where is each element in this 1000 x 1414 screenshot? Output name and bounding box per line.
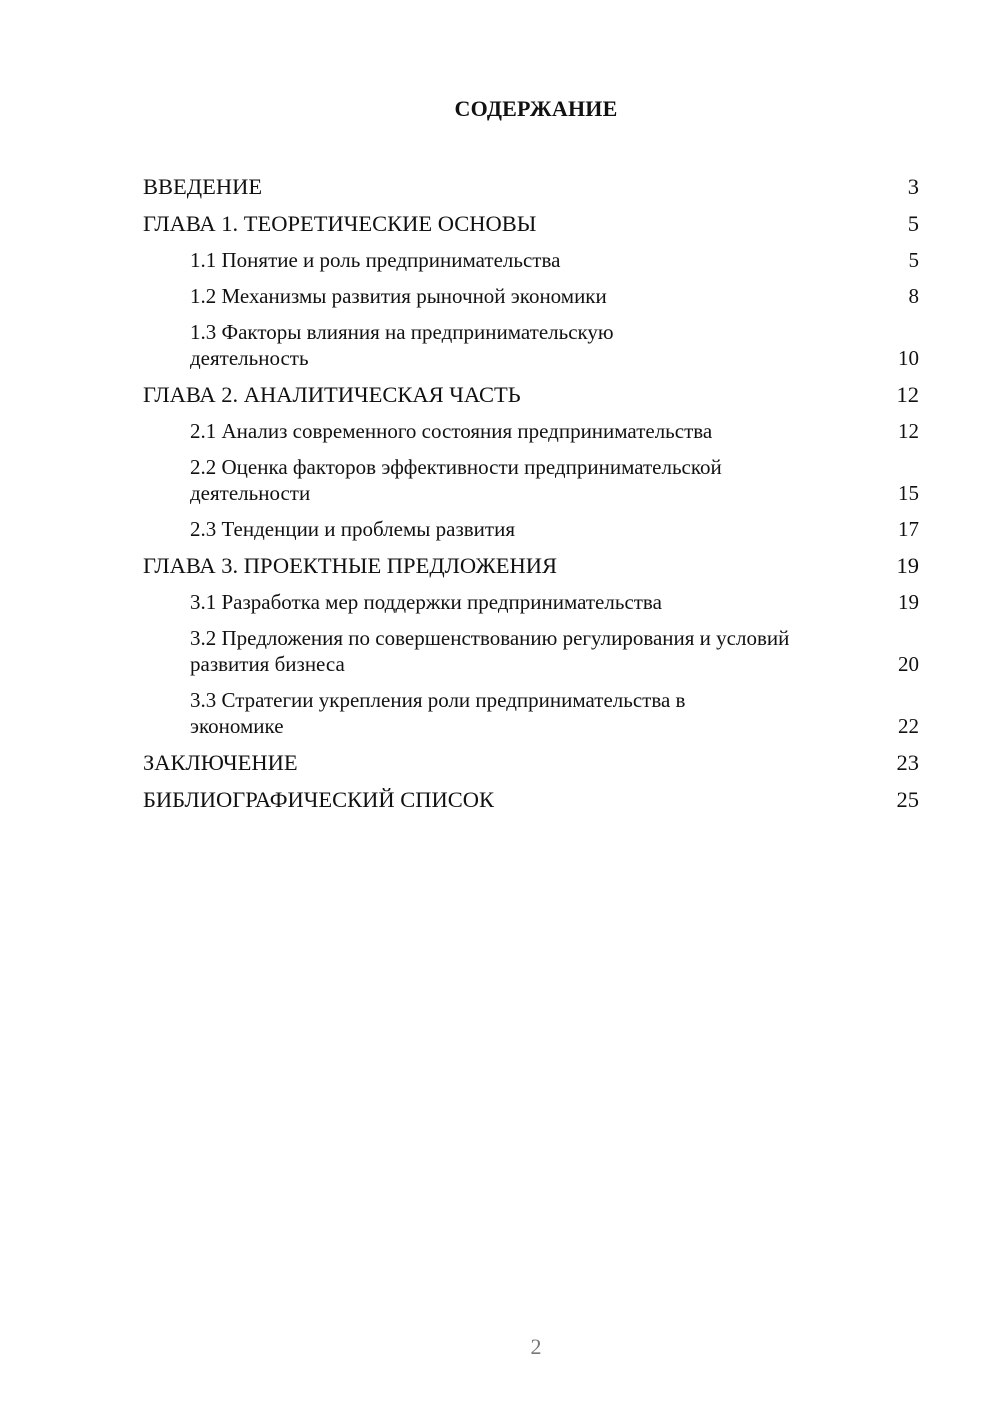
toc-title-text: СОДЕРЖАНИЕ xyxy=(454,96,618,121)
toc-entry-section-2-1[interactable] xyxy=(143,413,919,449)
toc-entry-page: 25 xyxy=(896,787,919,812)
toc-entry-label: ВВЕДЕНИЕ xyxy=(143,174,263,199)
toc-entry-page: 19 xyxy=(898,590,919,614)
toc-entry-section-1-2[interactable] xyxy=(143,278,919,314)
toc-entry-section-1-3[interactable] xyxy=(143,314,919,376)
toc-entry-label: БИБЛИОГРАФИЧЕСКИЙ СПИСОК xyxy=(143,787,495,812)
toc-entry-label: 2.3 Тенденции и проблемы развития xyxy=(190,517,515,541)
toc-entry-page: 19 xyxy=(896,553,919,578)
toc-entry-label: 2.2 Оценка факторов эффективности предпринимательской деятельности xyxy=(190,455,722,505)
toc-entry-label: 1.2 Механизмы развития рыночной экономики xyxy=(190,284,607,308)
toc-entry-label: 2.1 Анализ современного состояния предпринимательства xyxy=(190,419,713,443)
toc-entry-chapter-3[interactable] xyxy=(143,547,919,584)
toc-entry-section-3-2[interactable] xyxy=(143,620,919,682)
toc-title xyxy=(0,96,1000,122)
toc-entry-page: 5 xyxy=(907,211,919,236)
toc-entry-chapter-2[interactable] xyxy=(143,376,919,413)
toc-entry-chapter-1[interactable] xyxy=(143,205,919,242)
toc-entry-page: 10 xyxy=(898,346,919,370)
toc-entry-page: 5 xyxy=(908,248,919,272)
toc-entry-label: ГЛАВА 3. ПРОЕКТНЫЕ ПРЕДЛОЖЕНИЯ xyxy=(143,553,558,578)
page-number: 2 xyxy=(530,1334,542,1359)
toc-entry-section-2-3[interactable] xyxy=(143,511,919,547)
toc-entry-page: 3 xyxy=(907,174,919,199)
toc-entry-page: 17 xyxy=(898,517,919,541)
toc-entry-section-3-3[interactable] xyxy=(143,682,919,744)
table-of-contents xyxy=(143,168,919,818)
toc-entry-introduction[interactable] xyxy=(143,168,919,205)
toc-entry-bibliography[interactable] xyxy=(143,781,919,818)
toc-entry-label: 1.3 Факторы влияния на предпринимательскую деятельность xyxy=(190,320,614,370)
toc-entry-page: 12 xyxy=(898,419,919,443)
toc-entry-label: 1.1 Понятие и роль предпринимательства xyxy=(190,248,561,272)
toc-entry-page: 23 xyxy=(896,750,919,775)
toc-entry-label: ЗАКЛЮЧЕНИЕ xyxy=(143,750,298,775)
toc-entry-conclusion[interactable] xyxy=(143,744,919,781)
toc-entry-section-1-1[interactable] xyxy=(143,242,919,278)
toc-entry-label: 3.3 Стратегии укрепления роли предпринимательства в экономике xyxy=(190,688,686,738)
toc-entry-label: ГЛАВА 1. ТЕОРЕТИЧЕСКИЕ ОСНОВЫ xyxy=(143,211,537,236)
toc-entry-page: 8 xyxy=(908,284,919,308)
toc-entry-label: ГЛАВА 2. АНАЛИТИЧЕСКАЯ ЧАСТЬ xyxy=(143,382,521,407)
toc-entry-section-2-2[interactable] xyxy=(143,449,919,511)
toc-entry-label: 3.2 Предложения по совершенствованию регулирования и условий развития бизнеса xyxy=(190,626,790,676)
toc-entry-page: 22 xyxy=(898,714,919,738)
toc-entry-page: 12 xyxy=(896,382,919,407)
toc-entry-label: 3.1 Разработка мер поддержки предпринимательства xyxy=(190,590,662,614)
toc-entry-page: 20 xyxy=(898,652,919,676)
toc-entry-page: 15 xyxy=(898,481,919,505)
toc-entry-section-3-1[interactable] xyxy=(143,584,919,620)
